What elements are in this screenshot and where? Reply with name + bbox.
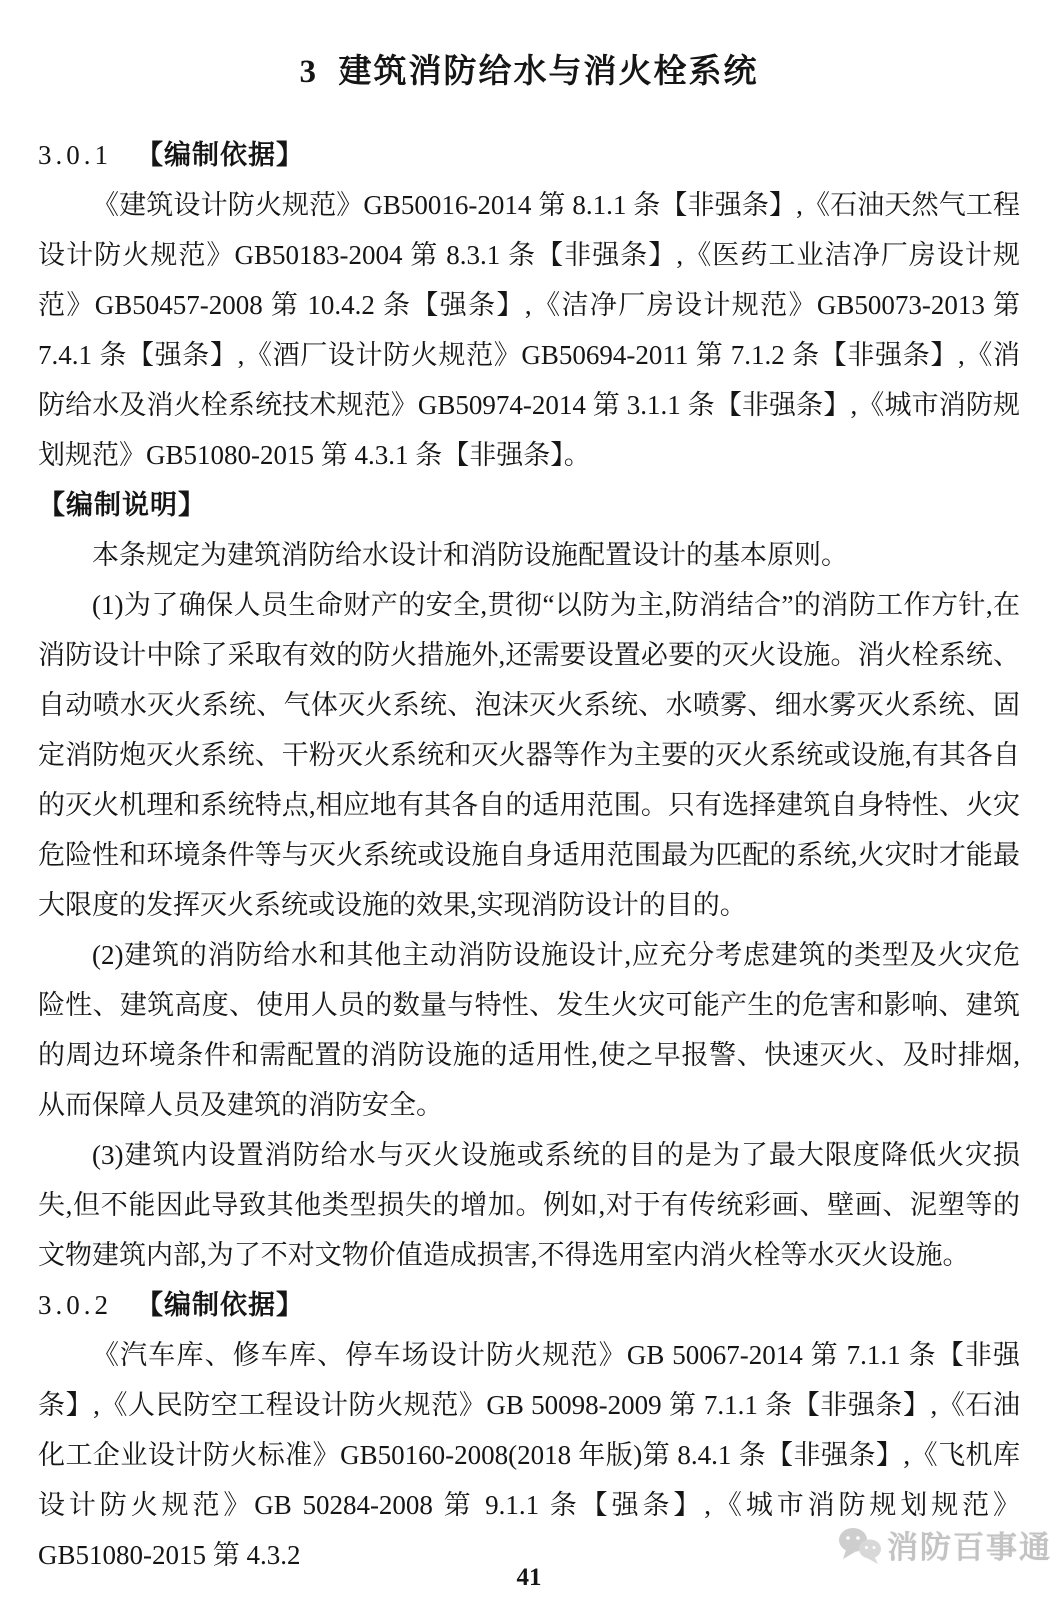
clause-label: 【编制依据】 <box>136 1290 304 1320</box>
paragraph: 《汽车库、修车库、停车场设计防火规范》GB 50067-2014 第 7.1.1 条【非强条】,《人民防空工程设计防火规范》GB 50098-2009 第 7.1.1 条【非强条】,《石油化工企业设计防火标准》GB50160-2008(2018 年版)第 8.4.1 条【非强条】,《飞机库设计防火规范》GB 50284-2008 第 9.1.1 条【强条】,《城市消防规划规范》GB51080-2015 第 4.3.2 <box>38 1340 1020 1570</box>
clause-heading <box>38 130 1020 180</box>
chat-bubbles-icon <box>837 1525 883 1565</box>
clause-label: 【编制依据】 <box>136 140 304 170</box>
clause-heading <box>38 480 1020 530</box>
page-title: 3 建筑消防给水与消火栓系统 <box>299 54 759 90</box>
clause-label: 【编制说明】 <box>38 490 206 520</box>
watermark-text: 消防百事通 <box>887 1530 1052 1565</box>
paragraph: 本条规定为建筑消防给水设计和消防设施配置设计的基本原则。 <box>92 540 848 570</box>
document-body <box>38 130 1020 1580</box>
page-footer <box>0 1564 1058 1592</box>
clause-number: 3.0.2 <box>38 1290 112 1320</box>
page-number: 41 <box>516 1564 542 1591</box>
paragraph: (2)建筑的消防给水和其他主动消防设施设计,应充分考虑建筑的类型及火灾危险性、建筑高度、使用人员的数量与特性、发生火灾可能产生的危害和影响、建筑的周边环境条件和需配置的消防设施的适用性,使之早报警、快速灭火、及时排烟,从而保障人员及建筑的消防安全。 <box>38 940 1020 1120</box>
watermark <box>837 1522 1052 1567</box>
paragraph: 《建筑设计防火规范》GB50016-2014 第 8.1.1 条【非强条】,《石油天然气工程设计防火规范》GB50183-2004 第 8.3.1 条【非强条】,《医药工业洁净厂房设计规范》GB50457-2008 第 10.4.2 条【强条】,《洁净厂房设计规范》GB50073-2013 第 7.4.1 条【强条】,《酒厂设计防火规范》GB50694-2011 第 7.1.2 条【非强条】,《消防给水及消火栓系统技术规范》GB50974-2014 第 3.1.1 条【非强条】,《城市消防规划规范》GB51080-2015 第 4.3.1 条【非强条】。 <box>38 190 1020 470</box>
paragraph: (3)建筑内设置消防给水与灭火设施或系统的目的是为了最大限度降低火灾损失,但不能因此导致其他类型损失的增加。例如,对于有传统彩画、壁画、泥塑等的文物建筑内部,为了不对文物价值造成损害,不得选用室内消火栓等水灭火设施。 <box>38 1140 1020 1270</box>
clause-heading <box>38 1280 1020 1330</box>
paragraph: (1)为了确保人员生命财产的安全,贯彻“以防为主,防消结合”的消防工作方针,在消防设计中除了采取有效的防火措施外,还需要设置必要的灭火设施。消火栓系统、自动喷水灭火系统、气体灭火系统、泡沫灭火系统、水喷雾、细水雾灭火系统、固定消防炮灭火系统、干粉灭火系统和灭火器等作为主要的灭火系统或设施,有其各自的灭火机理和系统特点,相应地有其各自的适用范围。只有选择建筑自身特性、火灾危险性和环境条件等与灭火系统或设施自身适用范围最为匹配的系统,火灾时才能最大限度的发挥灭火系统或设施的效果,实现消防设计的目的。 <box>38 590 1020 920</box>
clause-number: 3.0.1 <box>38 140 112 170</box>
